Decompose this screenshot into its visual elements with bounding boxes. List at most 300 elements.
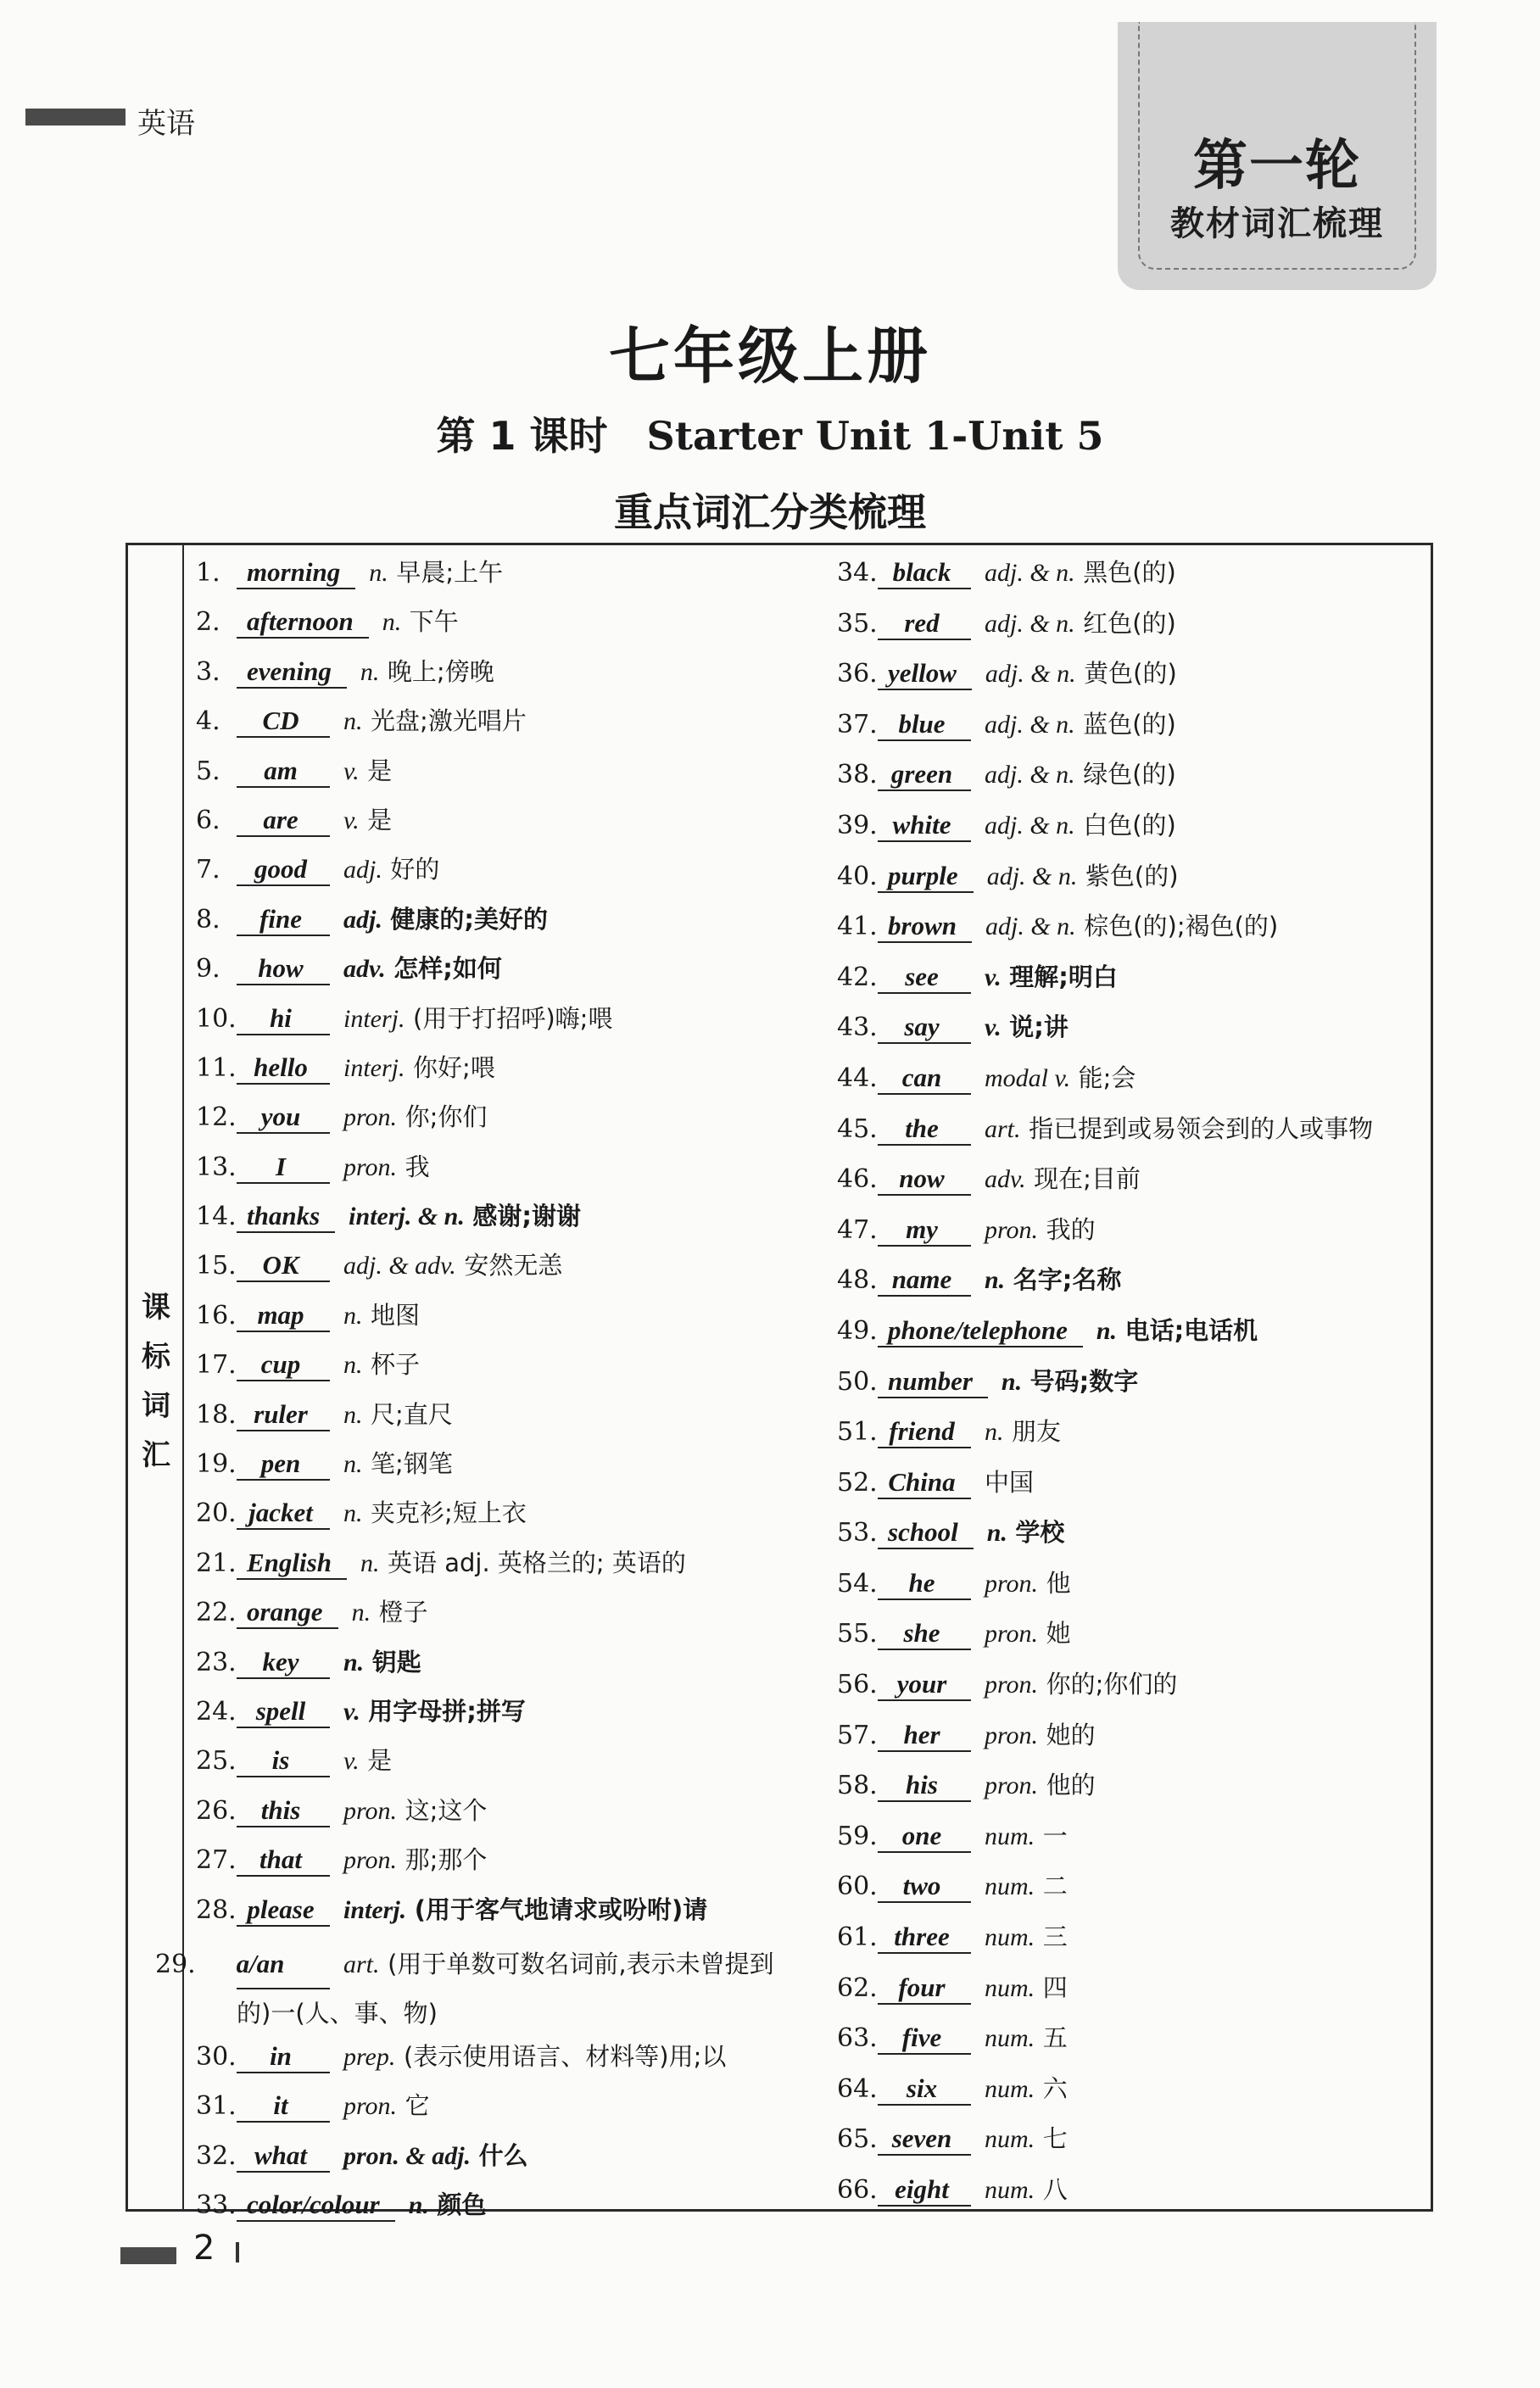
side-label-char: 词: [142, 1389, 170, 1423]
vocab-entry: [196, 653, 806, 702]
entry-word: the: [878, 1113, 971, 1146]
vocab-entry: [196, 1643, 806, 1693]
entry-word: eight: [878, 2174, 971, 2207]
vocab-column-right: [837, 554, 1431, 2222]
entry-word: now: [878, 1163, 971, 1196]
vocab-entry: [837, 1665, 1431, 1716]
entry-word: pen: [237, 1448, 330, 1481]
entry-meaning: 学校: [1015, 1518, 1065, 1548]
entry-meaning: 黑色(的): [1083, 558, 1176, 587]
entry-part-of-speech: v.: [343, 1747, 360, 1776]
entry-word: black: [878, 557, 971, 589]
entry-meaning: 说;讲: [1009, 1013, 1069, 1042]
vocab-entry: [837, 2070, 1431, 2121]
vocab-entry: [196, 1247, 806, 1296]
entry-part-of-speech: n.: [360, 657, 380, 686]
entry-word: spell: [237, 1696, 330, 1728]
entry-number: 33.: [196, 2190, 237, 2221]
vocab-entry: [837, 1969, 1431, 2020]
entry-number: 6.: [196, 805, 220, 835]
entry-part-of-speech: num.: [985, 1872, 1035, 1901]
entry-meaning: 五: [1042, 2023, 1068, 2053]
entry-meaning: 地图: [371, 1300, 421, 1330]
vocab-entry: [837, 1615, 1431, 1665]
entry-part-of-speech: num.: [985, 2176, 1035, 2204]
vocab-entry: [837, 1918, 1431, 1969]
entry-part-of-speech: pron.: [985, 1671, 1039, 1699]
entry-part-of-speech: n.: [343, 1499, 363, 1528]
lesson-title: [0, 405, 1540, 461]
entry-number: 15.: [196, 1251, 237, 1281]
entry-part-of-speech: pron.: [985, 1721, 1039, 1749]
entry-meaning: 你的;你们的: [1046, 1670, 1178, 1699]
entry-number: 17.: [196, 1350, 237, 1381]
entry-number: 46.: [837, 1164, 878, 1195]
entry-meaning: 是: [367, 756, 393, 785]
entry-part-of-speech: pron.: [343, 1152, 398, 1181]
entry-word: OK: [237, 1250, 330, 1282]
vocab-entry: [196, 603, 806, 652]
entry-part-of-speech: interj.: [343, 1004, 405, 1033]
entry-part-of-speech: art.: [343, 1950, 380, 1978]
entry-word: hello: [237, 1052, 330, 1085]
vocab-entry: [196, 851, 806, 900]
entry-number: 18.: [196, 1399, 237, 1430]
entry-meaning: 健康的;美好的: [390, 904, 548, 934]
entry-meaning: 这;这个: [405, 1795, 488, 1825]
entry-part-of-speech: n.: [343, 707, 363, 736]
entry-meaning: (用于客气地请求或吩咐)请: [414, 1894, 708, 1924]
side-label-char: 课: [142, 1291, 170, 1325]
entry-number: 60.: [837, 1872, 878, 1902]
entry-number: 9.: [196, 954, 220, 985]
entry-part-of-speech: pron.: [985, 1569, 1039, 1598]
entry-word: her: [878, 1720, 971, 1752]
entry-number: 43.: [837, 1013, 878, 1043]
entry-number: 29.: [155, 1949, 196, 1979]
entry-word: how: [237, 953, 330, 985]
entry-word: school: [878, 1517, 974, 1549]
entry-meaning: 安然无恙: [464, 1251, 563, 1280]
vocab-entry: [196, 554, 806, 603]
entry-part-of-speech: pron.: [343, 2092, 398, 2121]
entry-meaning: 名字;名称: [1013, 1265, 1122, 1295]
vocab-entry: [196, 1494, 806, 1543]
entry-number: 47.: [837, 1214, 878, 1245]
entry-part-of-speech: v.: [985, 1013, 1002, 1042]
entry-word: red: [878, 608, 971, 640]
entry-meaning: 紫色(的): [1085, 861, 1179, 890]
entry-word: afternoon: [237, 606, 369, 639]
vocab-entry: [837, 1261, 1431, 1312]
entry-number: 34.: [837, 558, 878, 588]
entry-word: five: [878, 2023, 971, 2055]
entry-meaning: 晚上;傍晚: [387, 656, 494, 686]
entry-word: map: [237, 1300, 330, 1332]
entry-word: it: [237, 2090, 330, 2123]
entry-part-of-speech: n.: [343, 1450, 363, 1479]
entry-number: 20.: [196, 1498, 237, 1529]
entry-part-of-speech: adj.: [343, 856, 382, 884]
entry-meaning: 红色(的): [1083, 608, 1176, 638]
vocab-entry: [196, 950, 806, 999]
entry-word: can: [878, 1063, 971, 1095]
entry-number: 25.: [196, 1746, 237, 1777]
entry-part-of-speech: pron.: [985, 1620, 1039, 1649]
vocab-entry: [837, 2171, 1431, 2222]
vocab-entry: [196, 2087, 806, 2136]
vocab-entry: [196, 1396, 806, 1445]
entry-meaning: 英语 adj. 英格兰的; 英语的: [388, 1548, 686, 1577]
entry-meaning: 那;那个: [405, 1845, 488, 1875]
entry-meaning: (用于单数可数名词前,表示未曾提到的)一(人、事、物): [237, 1949, 774, 2028]
vocab-entry: [837, 1363, 1431, 1414]
entry-part-of-speech: num.: [985, 1973, 1035, 2002]
entry-part-of-speech: num.: [985, 1822, 1035, 1850]
vocab-entry: [196, 2186, 806, 2235]
vocab-column-left: [155, 554, 806, 2236]
entry-part-of-speech: n.: [986, 1519, 1007, 1548]
entry-meaning: 四: [1042, 1972, 1068, 2002]
vocab-entry: [837, 1817, 1431, 1868]
entry-meaning: 八: [1042, 2175, 1068, 2204]
entry-word: are: [237, 805, 330, 837]
entry-part-of-speech: v.: [343, 806, 360, 834]
entry-part-of-speech: interj.: [343, 1053, 405, 1082]
entry-word: CD: [237, 706, 330, 738]
entry-meaning: 她: [1046, 1619, 1071, 1649]
entry-word: green: [878, 759, 971, 791]
entry-number: 50.: [837, 1366, 878, 1397]
vocab-entry: [837, 1413, 1431, 1464]
entry-meaning: 白色(的): [1083, 810, 1176, 840]
entry-meaning: (用于打招呼)嗨;喂: [413, 1003, 613, 1033]
entry-meaning: 他: [1046, 1568, 1071, 1598]
entry-word: phone/telephone: [878, 1315, 1083, 1347]
entry-meaning: 电话;电话机: [1124, 1315, 1258, 1345]
entry-meaning: 什么: [478, 2140, 528, 2170]
entry-number: 53.: [837, 1518, 878, 1548]
lesson-number: 第 1 课时: [436, 413, 608, 459]
entry-word: that: [237, 1844, 330, 1877]
entry-number: 51.: [837, 1417, 878, 1448]
entry-part-of-speech: pron.: [343, 1796, 398, 1825]
entry-meaning: 下午: [409, 607, 459, 637]
entry-word: two: [878, 1871, 971, 1903]
entry-part-of-speech: pron.: [343, 1846, 398, 1875]
entry-part-of-speech: n.: [360, 1548, 380, 1577]
entry-word: you: [237, 1102, 330, 1134]
entry-number: 40.: [837, 861, 878, 891]
entry-part-of-speech: v.: [343, 756, 360, 785]
entry-number: 12.: [196, 1102, 237, 1133]
entry-part-of-speech: pron.: [985, 1215, 1039, 1244]
entry-number: 30.: [196, 2041, 237, 2072]
vocab-entry: [837, 1160, 1431, 1211]
vocab-entry: [196, 1197, 806, 1247]
entry-part-of-speech: interj. & n.: [349, 1202, 465, 1231]
entry-number: 44.: [837, 1063, 878, 1093]
entry-meaning: 三: [1042, 1922, 1068, 1952]
vocab-entry: [196, 702, 806, 751]
vocab-entry: [196, 752, 806, 801]
vocab-entry: [196, 1098, 806, 1147]
entry-number: 37.: [837, 709, 878, 739]
entry-part-of-speech: n.: [343, 1351, 363, 1380]
vocab-entry: [837, 554, 1431, 605]
side-label-char: 汇: [142, 1438, 170, 1472]
entry-number: 5.: [196, 756, 220, 786]
entry-meaning: 蓝色(的): [1083, 709, 1176, 739]
round-tab: [1118, 22, 1437, 290]
entry-meaning: 笔;钢笔: [371, 1449, 453, 1479]
entry-part-of-speech: art.: [985, 1114, 1021, 1143]
entry-part-of-speech: n.: [369, 559, 388, 587]
entry-meaning: 我的: [1046, 1214, 1096, 1244]
entry-word: say: [878, 1012, 971, 1044]
entry-part-of-speech: num.: [985, 2074, 1035, 2103]
entry-meaning: 她的: [1046, 1720, 1096, 1749]
entry-word: number: [878, 1366, 988, 1398]
vocab-entry: [837, 2019, 1431, 2070]
entry-word: blue: [878, 709, 971, 741]
entry-number: 54.: [837, 1568, 878, 1599]
vocab-entry: [196, 1346, 806, 1395]
entry-word: am: [237, 756, 330, 788]
entry-number: 42.: [837, 962, 878, 992]
entry-number: 52.: [837, 1467, 878, 1498]
vocab-entry: [196, 2038, 806, 2087]
entry-number: 55.: [837, 1619, 878, 1649]
vocab-entry: [837, 1008, 1431, 1059]
entry-number: 21.: [196, 1548, 237, 1578]
entry-word: a/an: [237, 1940, 330, 1989]
vocab-entry: [837, 1211, 1431, 1262]
entry-word: in: [237, 2041, 330, 2073]
entry-word: one: [878, 1821, 971, 1853]
entry-word: English: [237, 1548, 347, 1580]
entry-number: 64.: [837, 2073, 878, 2104]
entry-number: 45.: [837, 1113, 878, 1144]
entry-word: he: [878, 1568, 971, 1600]
entry-part-of-speech: num.: [985, 2125, 1035, 2154]
entry-part-of-speech: pron.: [985, 1771, 1039, 1800]
vocab-entry: [837, 1464, 1431, 1515]
entry-number: 22.: [196, 1598, 237, 1628]
entry-number: 14.: [196, 1202, 237, 1232]
entry-part-of-speech: n.: [408, 2191, 429, 2220]
entry-word: fine: [237, 904, 330, 936]
entry-part-of-speech: adj. & adv.: [343, 1252, 456, 1280]
entry-number: 65.: [837, 2124, 878, 2155]
entry-part-of-speech: n.: [1096, 1316, 1118, 1345]
entry-number: 7.: [196, 855, 220, 885]
vocabulary-table: [126, 543, 1433, 2221]
entry-meaning: 黄色(的): [1084, 659, 1177, 689]
entry-meaning: 是: [367, 1746, 393, 1776]
vocab-entry: [837, 1867, 1431, 1918]
vocab-entry: [196, 1593, 806, 1643]
vocab-entry: [837, 756, 1431, 806]
entry-word: brown: [878, 911, 972, 943]
vocab-entry: [196, 1693, 806, 1742]
vocab-entry: [196, 1891, 806, 1940]
entry-part-of-speech: n.: [343, 1301, 363, 1330]
entry-meaning: 他的: [1046, 1771, 1096, 1800]
vocab-entry: [837, 1312, 1431, 1363]
entry-part-of-speech: adj. & n.: [985, 710, 1075, 739]
side-label: [128, 1283, 184, 1480]
entry-number: 61.: [837, 1922, 878, 1953]
subject-label: 英语: [137, 107, 195, 141]
vocab-entry: [196, 1792, 806, 1841]
entry-part-of-speech: n.: [343, 1648, 365, 1677]
vocab-entry: [837, 1766, 1431, 1817]
entry-word: she: [878, 1618, 971, 1650]
entry-meaning: 是: [367, 805, 393, 834]
entry-meaning: 尺;直尺: [371, 1399, 453, 1429]
entry-number: 36.: [837, 659, 878, 689]
entry-number: 3.: [196, 656, 220, 687]
entry-part-of-speech: num.: [985, 2024, 1035, 2053]
vocab-entry: [196, 801, 806, 851]
entry-meaning: 我: [405, 1152, 430, 1181]
entry-meaning: 能;会: [1078, 1063, 1136, 1092]
entry-word: name: [878, 1264, 971, 1297]
entry-part-of-speech: n.: [1001, 1367, 1023, 1396]
entry-number: 41.: [837, 912, 878, 942]
entry-number: 58.: [837, 1771, 878, 1801]
vocab-entry: [196, 1049, 806, 1098]
entry-part-of-speech: modal v.: [985, 1063, 1071, 1092]
entry-meaning: 早晨;上午: [396, 558, 504, 587]
entry-word: your: [878, 1669, 971, 1701]
entry-word: hi: [237, 1003, 330, 1035]
page-bar: [120, 2247, 176, 2264]
subject-bar: [25, 109, 126, 126]
entry-number: 13.: [196, 1152, 237, 1182]
vocab-entry: [196, 2137, 806, 2186]
entry-part-of-speech: num.: [985, 1923, 1035, 1952]
entry-meaning: 六: [1042, 2073, 1068, 2103]
entry-meaning: 二: [1042, 1872, 1068, 1901]
entry-word: jacket: [237, 1498, 330, 1530]
entry-part-of-speech: adj. & n.: [985, 609, 1075, 638]
entry-meaning: 它: [405, 2091, 430, 2121]
vocab-entry: [196, 1544, 806, 1593]
entry-word: orange: [237, 1597, 338, 1629]
entry-meaning: 指已提到或易领会到的人或事物: [1029, 1113, 1374, 1143]
vocab-entry: [837, 958, 1431, 1009]
page-tick: [236, 2242, 239, 2262]
entry-word: ruler: [237, 1399, 330, 1431]
vocab-entry: [837, 2120, 1431, 2171]
entry-part-of-speech: v.: [343, 1697, 360, 1726]
entry-word: cup: [237, 1349, 330, 1381]
vocab-entry: [196, 1000, 806, 1049]
entry-part-of-speech: adj. & n.: [985, 559, 1075, 587]
entry-meaning: 棕色(的);褐色(的): [1084, 912, 1279, 941]
entry-number: 26.: [196, 1795, 237, 1826]
entry-part-of-speech: v.: [985, 962, 1002, 991]
entry-word: seven: [878, 2123, 971, 2156]
entry-meaning: 朋友: [1012, 1417, 1062, 1447]
entry-word: my: [878, 1214, 971, 1247]
entry-word: yellow: [878, 658, 972, 690]
entry-part-of-speech: n.: [351, 1599, 371, 1627]
vocab-entry: [837, 1059, 1431, 1110]
entry-word: six: [878, 2073, 971, 2106]
entry-part-of-speech: adv.: [343, 955, 386, 984]
section-title: 重点词汇分类梳理: [614, 489, 926, 535]
entry-meaning: (表示使用语言、材料等)用;以: [403, 2041, 727, 2071]
entry-number: 10.: [196, 1003, 237, 1034]
entry-part-of-speech: n.: [985, 1266, 1006, 1295]
vocab-entry: [837, 806, 1431, 857]
entry-number: 49.: [837, 1315, 878, 1346]
entry-part-of-speech: adj. & n.: [985, 912, 1076, 941]
vocab-entry: [196, 1841, 806, 1890]
entry-number: 56.: [837, 1670, 878, 1700]
entry-meaning: 你;你们: [405, 1102, 488, 1132]
entry-word: China: [878, 1467, 971, 1499]
entry-meaning: 现在;目前: [1034, 1164, 1141, 1194]
entry-meaning: 夹克衫;短上衣: [371, 1498, 527, 1528]
entry-number: 39.: [837, 810, 878, 840]
entry-meaning: 钥匙: [371, 1647, 421, 1677]
vocab-entry: [837, 907, 1431, 958]
entry-word: key: [237, 1647, 330, 1679]
entry-word: see: [878, 962, 971, 994]
entry-meaning: 中国: [985, 1467, 1035, 1497]
entry-part-of-speech: adj. & n.: [985, 660, 1076, 689]
entry-word: is: [237, 1745, 330, 1777]
vocab-entry: [837, 857, 1431, 908]
round-title: 第一轮: [1193, 135, 1361, 198]
entry-number: 62.: [837, 1972, 878, 2003]
entry-word: I: [237, 1152, 330, 1184]
entry-meaning: 感谢;谢谢: [472, 1202, 582, 1231]
entry-meaning: 绿色(的): [1083, 760, 1176, 789]
entry-word: thanks: [237, 1201, 335, 1233]
entry-meaning: 号码;数字: [1029, 1366, 1139, 1396]
vocab-entry: [837, 655, 1431, 706]
entry-meaning: 橙子: [378, 1598, 428, 1627]
entry-word: three: [878, 1922, 971, 1954]
round-subtitle: 教材词汇梳理: [1170, 204, 1384, 243]
entry-word: purple: [878, 861, 974, 893]
side-label-char: 标: [142, 1340, 170, 1374]
entry-meaning: 七: [1042, 2124, 1068, 2154]
entry-word: please: [237, 1894, 330, 1927]
entry-number: 59.: [837, 1821, 878, 1851]
entry-number: 2.: [196, 607, 220, 638]
vocab-entry: [196, 1148, 806, 1197]
entry-number: 57.: [837, 1720, 878, 1750]
entry-number: 11.: [196, 1052, 237, 1083]
lesson-units: Starter Unit 1-Unit 5: [646, 413, 1104, 459]
entry-number: 38.: [837, 760, 878, 790]
entry-number: 28.: [196, 1894, 237, 1925]
vocab-entry: [837, 1716, 1431, 1767]
entry-number: 27.: [196, 1845, 237, 1876]
entry-part-of-speech: adv.: [985, 1165, 1026, 1194]
vocab-entry: [196, 901, 806, 950]
volume-title: 七年级上册: [608, 321, 931, 392]
entry-part-of-speech: adj. & n.: [985, 761, 1075, 789]
entry-part-of-speech: adj.: [343, 905, 382, 934]
entry-word: this: [237, 1795, 330, 1827]
